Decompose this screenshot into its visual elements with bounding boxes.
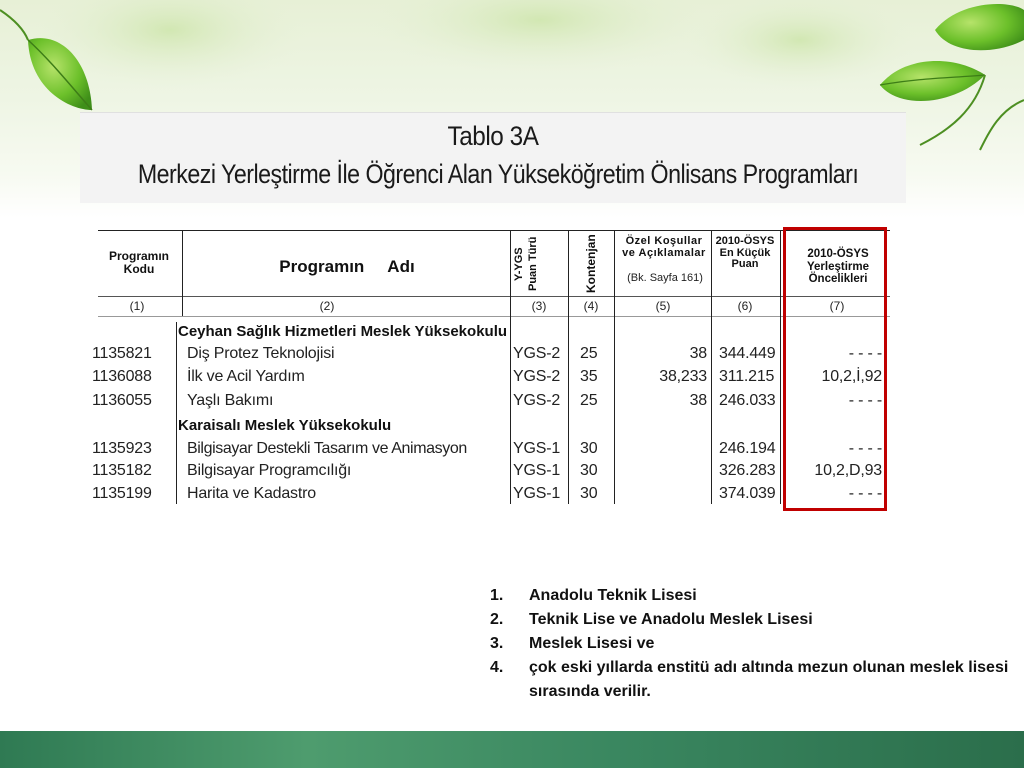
score-type: YGS-2 <box>513 392 561 409</box>
school-heading: Ceyhan Sağlık Hizmetleri Meslek Yüksekokulu <box>178 323 508 340</box>
program-name: Bilgisayar Destekli Tasarım ve Animasyon <box>187 440 467 457</box>
col-divider <box>614 230 615 504</box>
priority: 10,2,İ,92 <box>821 368 882 385</box>
header-min-score: 2010-ÖSYS En Küçük Puan <box>715 235 775 271</box>
header-program-code: Programın Kodu <box>108 249 169 276</box>
table-title: Tablo 3A <box>447 121 539 151</box>
list-text: Anadolu Teknik Lisesi <box>529 587 697 604</box>
quota: 35 <box>580 368 598 385</box>
program-name: Bilgisayar Programcılığı <box>187 462 352 479</box>
program-name: Diş Protez Teknolojisi <box>187 345 335 362</box>
header-program-name: Programın Adı <box>279 257 415 276</box>
list-number: 3. <box>490 635 504 652</box>
col-number: (6) <box>737 299 753 313</box>
priority: - - - - <box>848 392 882 409</box>
list-item <box>490 584 1010 608</box>
conditions: 38 <box>689 345 707 362</box>
min-score: 326.283 <box>719 462 776 479</box>
score-type: YGS-1 <box>513 485 561 502</box>
program-code: 1135821 <box>92 345 152 362</box>
header-conditions-ref: (Bk. Sayfa 161) <box>627 272 703 284</box>
col-divider <box>176 322 177 504</box>
list-item <box>490 608 1010 632</box>
program-name: İlk ve Acil Yardım <box>187 368 305 385</box>
header-rule <box>98 296 890 297</box>
program-code: 1136055 <box>92 392 152 409</box>
priority: - - - - <box>848 440 882 457</box>
program-code: 1136088 <box>92 368 152 385</box>
priority-highlight-box <box>783 227 887 511</box>
school-heading: Karaisalı Meslek Yüksekokulu <box>178 417 392 434</box>
col-divider <box>510 230 511 504</box>
table-top-rule <box>98 230 890 231</box>
quota: 30 <box>580 440 598 457</box>
list-text: Meslek Lisesi ve <box>529 635 655 652</box>
priority-notes-list <box>490 584 1010 704</box>
conditions: 38,233 <box>659 368 707 385</box>
quota: 25 <box>580 392 598 409</box>
list-text: çok eski yıllarda enstitü adı altında mezun olunan meslek lisesi sırasında verilir. <box>529 659 1009 700</box>
priority: - - - - <box>848 485 882 502</box>
header-priority: 2010-ÖSYS Yerleştirme Öncelikleri <box>806 248 869 285</box>
min-score: 246.033 <box>719 392 776 409</box>
col-number: (1) <box>129 299 145 313</box>
min-score: 246.194 <box>719 440 776 457</box>
list-item <box>490 632 1010 656</box>
list-item <box>490 656 1010 704</box>
program-code: 1135182 <box>92 462 152 479</box>
score-type: YGS-2 <box>513 345 561 362</box>
header-conditions: Özel Koşullar ve Açıklamalar <box>622 235 706 259</box>
priority: - - - - <box>848 345 882 362</box>
quota: 30 <box>580 462 598 479</box>
conditions: 38 <box>689 392 707 409</box>
priority: 10,2,D,93 <box>814 462 882 479</box>
quota: 30 <box>580 485 598 502</box>
list-number: 4. <box>490 659 504 676</box>
col-divider <box>711 230 712 504</box>
col-divider <box>780 230 781 504</box>
colnum-rule <box>98 316 890 317</box>
col-number: (7) <box>829 299 845 313</box>
footer-bar <box>0 731 1024 768</box>
score-type: YGS-1 <box>513 440 561 457</box>
table-subtitle: Merkezi Yerleştirme İle Öğrenci Alan Yükseköğretim Önlisans Programları <box>137 159 859 189</box>
program-code: 1135923 <box>92 440 152 457</box>
program-code: 1135199 <box>92 485 152 502</box>
col-number: (3) <box>531 299 547 313</box>
min-score: 374.039 <box>719 485 776 502</box>
score-type: YGS-1 <box>513 462 561 479</box>
quota: 25 <box>580 345 598 362</box>
program-name: Yaşlı Bakımı <box>187 392 274 409</box>
col-number: (2) <box>319 299 335 313</box>
min-score: 311.215 <box>719 368 775 385</box>
list-number: 2. <box>490 611 504 628</box>
header-score-type: Y-YGS Puan Türü <box>513 236 539 292</box>
header-quota: Kontenjan <box>584 234 598 294</box>
col-divider <box>568 230 569 504</box>
list-number: 1. <box>490 587 504 604</box>
score-type: YGS-2 <box>513 368 561 385</box>
list-text: Teknik Lise ve Anadolu Meslek Lisesi <box>529 611 813 628</box>
title-box <box>80 112 906 203</box>
min-score: 344.449 <box>719 345 776 362</box>
program-name: Harita ve Kadastro <box>187 485 316 502</box>
program-table <box>92 230 892 510</box>
col-number: (4) <box>583 299 599 313</box>
col-number: (5) <box>655 299 671 313</box>
